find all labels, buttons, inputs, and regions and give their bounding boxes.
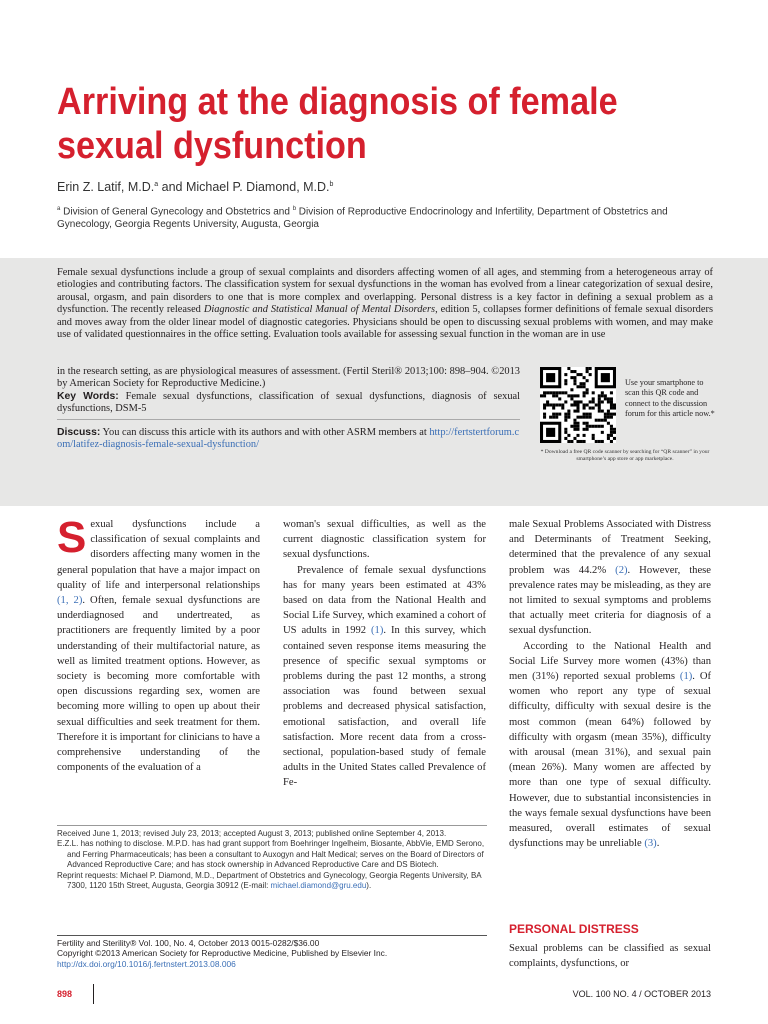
author-line: [57, 180, 333, 194]
body-column-2: [283, 517, 486, 791]
discussion-forum-link[interactable]: http://fertstertforum.com/latifez-diagnosis-female-sexual-dysfunction/: [57, 427, 520, 451]
author-1: Erin Z. Latif, M.D.: [57, 180, 155, 194]
paragraph-text-cont: . However, these prevalence rates may be misleading, as they are not limited to sexual symptoms and problems that actually meet criteria for diagnosis of a sexual dysfunction.: [509, 564, 712, 637]
abstract-part-2: , edition 5, collapses former definitions of female sexual disorders and moves away from the older linear model of diagnostic categories. Physicians should be open to discussing sexual problems with women, and may make use of validated questionnaires in the office setting. Evaluation tools available for assessing sexual function in the woman are in use: [57, 304, 713, 341]
section-paragraph: Sexual problems can be classified as sexual complaints, dysfunctions, or: [509, 943, 711, 970]
reprint-requests: [57, 871, 487, 892]
paragraph: [509, 517, 711, 639]
footer-divider: [93, 984, 94, 1004]
affil-mark-b: b: [292, 206, 297, 212]
page-number: 898: [57, 989, 73, 999]
email-link[interactable]: michael.diamond@gru.edu: [270, 881, 367, 891]
abstract-part-1: Female sexual dysfunctions include a group of sexual complaints and disorders affecting women of all ages, and stemming from a heterogeneous array of etiologies and contributing factors. The classification system for sexual dysfunctions in the woman has evolved from a linear categorization of sexual desire, arousal, orgasm, and pain disorders to one that is more complex and overlapping. Personal distress is a key factor in defining a sexual problem as a dysfunction. The recently released: [57, 267, 713, 316]
keywords: [57, 391, 520, 416]
footnotes: [57, 829, 487, 891]
affil-mark-a: a: [57, 206, 61, 212]
paragraph-text: male Sexual Problems Associated with Distress and Determinants of Treatment Seeking, determined that the prevalence of any sexual problem was 44.2%: [509, 519, 711, 576]
paragraph-end: .: [656, 838, 660, 850]
keywords-label: Key Words:: [57, 391, 119, 402]
article-title: Arriving at the diagnosis of female sexual dysfunction: [57, 81, 618, 167]
journal-divider: [57, 935, 487, 936]
doi-link[interactable]: http://dx.doi.org/10.1016/j.fertnstert.2013.08.006: [57, 958, 236, 969]
body-column-1: [57, 513, 260, 775]
footnote-divider: [57, 825, 487, 826]
paragraph: woman's sexual difficulties, as well as the current diagnostic classification system for sexual dysfunctions.: [283, 519, 486, 561]
paragraph: [509, 639, 711, 852]
prevalence-paragraph: [283, 563, 486, 791]
qr-code-icon[interactable]: [540, 367, 616, 443]
volume-info: VOL. 100 NO. 4 / OCTOBER 2013: [572, 989, 711, 999]
copyright-line: Copyright ©2013 American Society for Reproductive Medicine, Published by Elsevier Inc.: [57, 948, 388, 959]
body-column-3: [509, 517, 711, 851]
author-2: and Michael P. Diamond, M.D.: [158, 180, 330, 194]
journal-citation: Fertility and Sterility® Vol. 100, No. 4, October 2013 0015-0282/$36.00: [57, 938, 320, 948]
paragraph-text-cont: . Of women who report any type of sexual difficulty, difficulty with sexual desire is the most common (mean 64%) followed by difficulty with orgasm (mean 35%), difficulty with arousal (mean 31%), and sexual pain (mean 26%). Many women are affected by more than one type of sexual difficulty. However, due to substantial inconsistencies in the ways female sexual dysfunctions have been measured, overall estimates of sexual dysfunctions may be unreliable: [509, 671, 711, 850]
received-dates: Received June 1, 2013; revised July 23, 2013; accepted August 3, 2013; published online September 4, 2013.: [57, 829, 447, 838]
keywords-text: Female sexual dysfunctions, classification of sexual dysfunctions, diagnosis of sexual dysfunctions, DSM-5: [57, 391, 521, 415]
affil-a-text: Division of General Gynecology and Obstetrics and: [60, 206, 293, 218]
paragraph-text-cont: . In this survey, which contained seven response items measuring the presence of specific sexual symptoms or problems during the past 12 months, a strong association was found between sexual problems and decreased physical satisfaction, emotional satisfaction, and overall life satisfaction. More recent data from a cross-sectional, population-based study of female adults in the United States called Prevalence of Fe-: [283, 625, 487, 789]
abstract-dsm-title: Diagnostic and Statistical Manual of Mental Disorders: [203, 304, 436, 316]
citation-link[interactable]: (1): [371, 625, 384, 637]
journal-info: [57, 938, 487, 969]
disclosure-note: E.Z.L. has nothing to disclose. M.P.D. has had grant support from Boehringer Ingelheim, Biosante, AbbVie, EMD Serono, and Ferring Pharmaceuticals; has been a consultant to Auxogyn and Halt Medical; serves on the Board of Directors of Advanced Reproductive Care; and has stock ownership in Advanced Reproductive Care and DS Biotech.: [57, 839, 485, 870]
citation-link[interactable]: (1): [679, 671, 693, 683]
section-heading: PERSONAL DISTRESS: [509, 922, 639, 936]
discuss-block: [57, 427, 520, 452]
author-1-affil-mark: a: [154, 180, 159, 188]
discuss-label: Discuss:: [57, 427, 101, 438]
discuss-text: You can discuss this article with its authors and with other ASRM members at: [100, 427, 430, 438]
paragraph-text: According to the National Health and Social Life Survey more women (43%) than men (31%) reported sexual problems: [509, 640, 711, 683]
citation-link[interactable]: (2): [615, 564, 628, 576]
reprint-text: Reprint requests: Michael P. Diamond, M.D., Department of Obstetrics and Gynecology, Georgia Regents University, BA 7300, 1120 15th Street, Augusta, Georgia 30912 (E-mail:: [57, 870, 482, 891]
reprint-end: ).: [366, 881, 372, 891]
qr-footnote: * Download a free QR code scanner by searching for “QR scanner” in your smartphone’s app store or app marketplace.: [540, 449, 710, 462]
drop-cap: S: [57, 513, 87, 562]
intro-text: exual dysfunctions include a classification of sexual complaints and disorders affecting many women in the general population that have a major impact on quality of life and interpersonal relationships: [57, 519, 260, 591]
abstract-citation: in the research setting, as are physiological measures of assessment. (Fertil Steril® 2013;100: 898–904. ©2013 by American Society for Reproductive Medicine.): [57, 366, 520, 390]
abstract-divider: [57, 419, 520, 420]
citation-link[interactable]: (3): [644, 838, 657, 850]
citation-link[interactable]: (1, 2): [57, 595, 83, 607]
affiliations: [57, 203, 717, 231]
paragraph-text: Prevalence of female sexual dysfunctions has for many years been estimated at 43% based on data from the National Health and Social Life Survey, which examined a cohort of US adults in 1992: [283, 564, 486, 637]
affil-b-text: Division of Reproductive Endocrinology and Infertility, Department of Obstetrics and Gynecology, Georgia Regents University, Augusta, Georgia: [57, 206, 668, 231]
abstract-text: [57, 267, 713, 341]
author-2-affil-mark: b: [329, 180, 334, 188]
qr-instructions: Use your smartphone to scan this QR code and connect to the discussion forum for this article now.*: [625, 378, 715, 419]
intro-text-cont: . Often, female sexual dysfunctions are underdiagnosed and undertreated, as practitioners are frequently limited by a poor understanding of their multifactorial nature, as well as limited treatment options. However, as society is becoming more comfortable with open discussions regarding sex, women are becoming more willing to open up about their sexual difficulties and seek treatment for them. Therefore it is important for clinicians to have a comprehensive understanding of the components of the evaluation of a: [57, 595, 260, 774]
